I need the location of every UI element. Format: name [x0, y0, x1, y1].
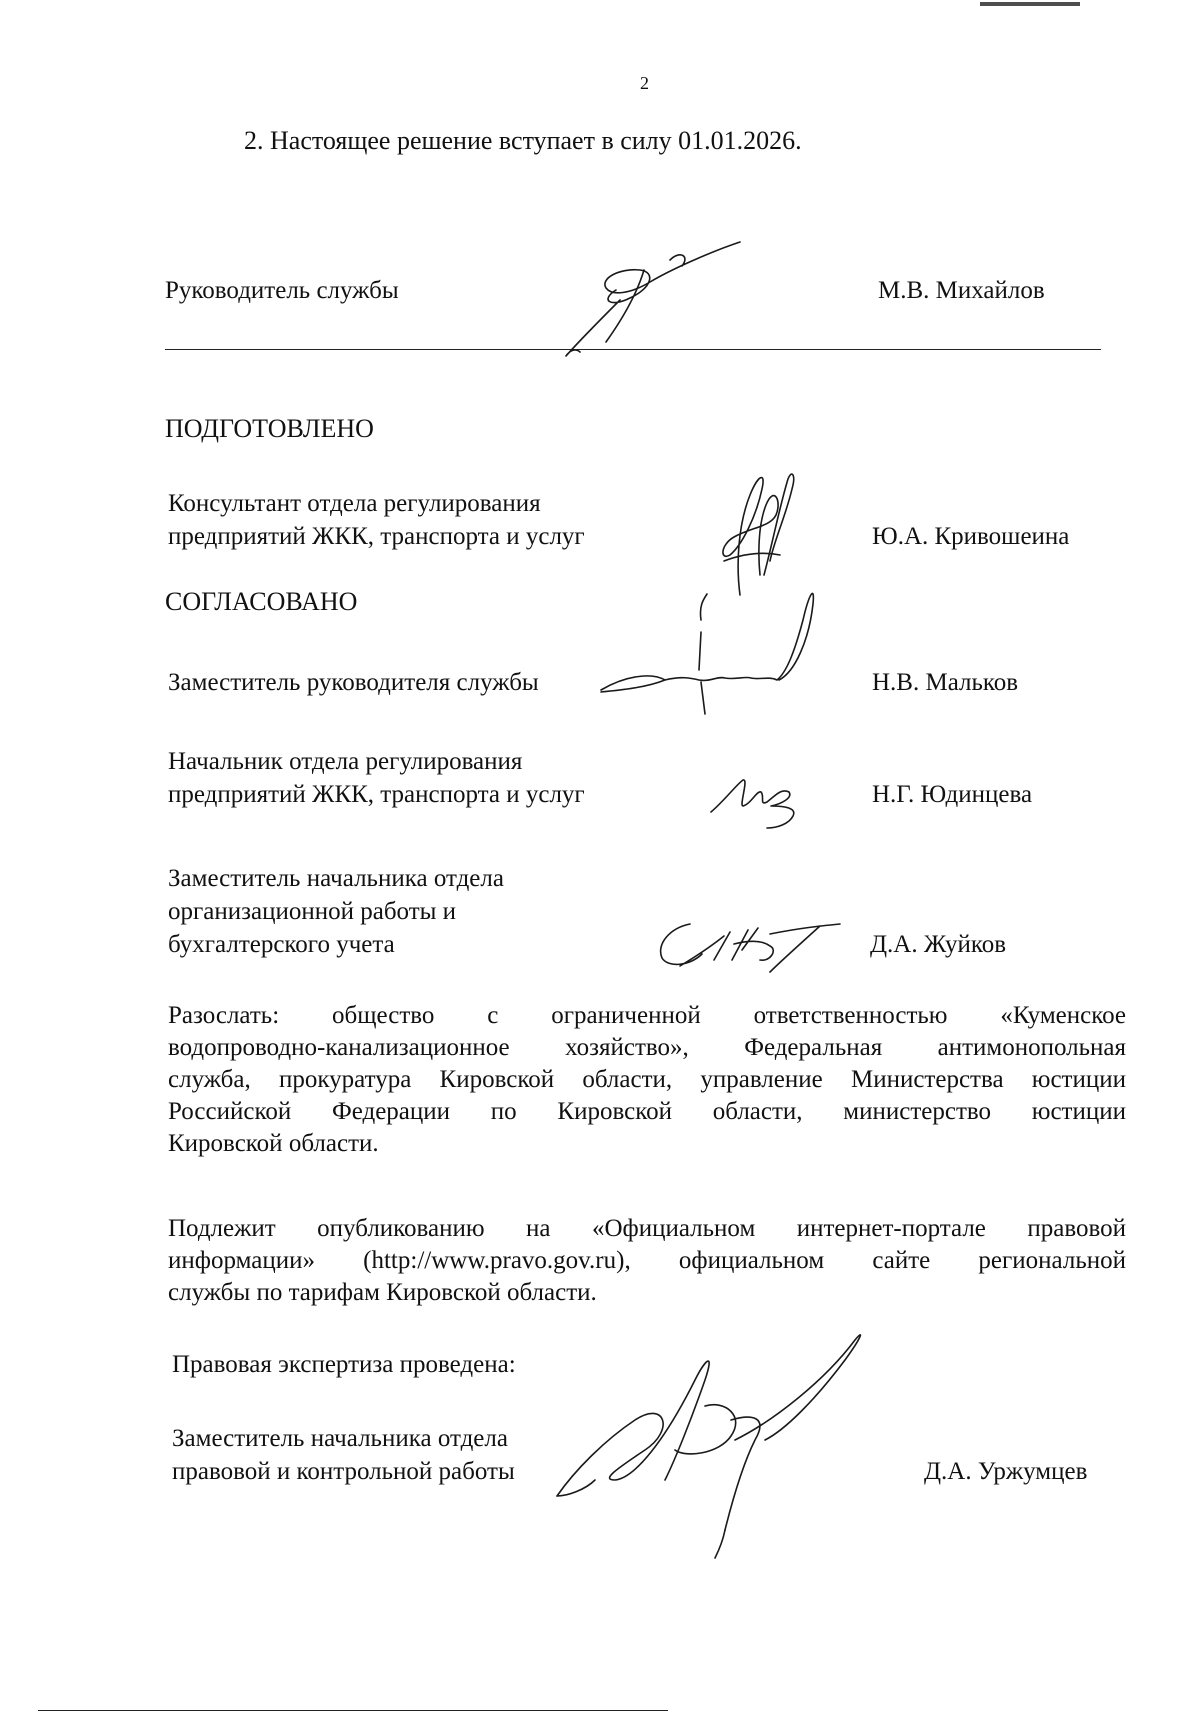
agreed-entry-3-position-line3: бухгалтерского учета — [168, 931, 395, 958]
agreed-entry-2-position-line2: предприятий ЖКК, транспорта и услуг — [168, 781, 585, 808]
scan-edge-mark — [980, 0, 1080, 6]
agreed-heading: СОГЛАСОВАНО — [165, 587, 358, 616]
distribution-line: служба, прокуратура Кировской области, управление Министерства юстиции — [168, 1066, 1126, 1093]
prepared-heading: ПОДГОТОВЛЕНО — [165, 414, 374, 443]
effective-date-clause: 2. Настоящее решение вступает в силу 01.01.2026. — [244, 126, 802, 155]
distribution-paragraph — [168, 1000, 1126, 1160]
legal-review-name: Д.А. Уржумцев — [924, 1458, 1088, 1485]
page-number: 2 — [640, 73, 649, 93]
head-name: М.В. Михайлов — [878, 277, 1045, 304]
agreed-entry-3-signature-image — [650, 910, 860, 980]
agreed-entry-3-name: Д.А. Жуйков — [870, 931, 1007, 958]
publication-line: службы по тарифам Кировской области. — [168, 1279, 597, 1306]
agreed-entry-3-position-line2: организационной работы и — [168, 898, 457, 925]
agreed-entry-1-name: Н.В. Мальков — [872, 669, 1019, 696]
agreed-entry-2-name: Н.Г. Юдинцева — [872, 781, 1033, 808]
legal-review-position-line2: правовой и контрольной работы — [172, 1458, 515, 1485]
distribution-line: Разослать: общество с ограниченной ответственностью «Куменское — [168, 1002, 1126, 1029]
distribution-line: Кировской области. — [168, 1130, 379, 1157]
legal-review-signature-image — [555, 1320, 915, 1560]
publication-line: Подлежит опубликованию на «Официальном интернет-портале правовой — [168, 1215, 1126, 1242]
legal-review-position-line1: Заместитель начальника отдела — [172, 1425, 508, 1452]
legal-review-heading: Правовая экспертиза проведена: — [172, 1351, 516, 1378]
distribution-line: Российской Федерации по Кировской области, министерство юстиции — [168, 1098, 1126, 1125]
prepared-position-line1: Консультант отдела регулирования — [168, 490, 541, 517]
prepared-position-line2: предприятий ЖКК, транспорта и услуг — [168, 523, 585, 550]
prepared-name: Ю.А. Кривошеина — [872, 523, 1070, 550]
head-position: Руководитель службы — [165, 277, 399, 304]
distribution-line: водопроводно-канализационное хозяйство», Федеральная антимонопольная — [168, 1034, 1126, 1061]
publication-line: информации» (http://www.pravo.gov.ru), официальном сайте региональной — [168, 1247, 1126, 1274]
head-signature-image — [560, 230, 840, 370]
agreed-entry-3-position-line1: Заместитель начальника отдела — [168, 865, 504, 892]
agreed-entry-1-position: Заместитель руководителя службы — [168, 669, 539, 696]
agreed-entry-2-position-line1: Начальник отдела регулирования — [168, 748, 523, 775]
agreed-entry-1-signature-image — [595, 580, 855, 730]
agreed-entry-2-signature-image — [705, 770, 815, 840]
publication-paragraph — [168, 1213, 1126, 1309]
footer-rule — [38, 1710, 668, 1711]
